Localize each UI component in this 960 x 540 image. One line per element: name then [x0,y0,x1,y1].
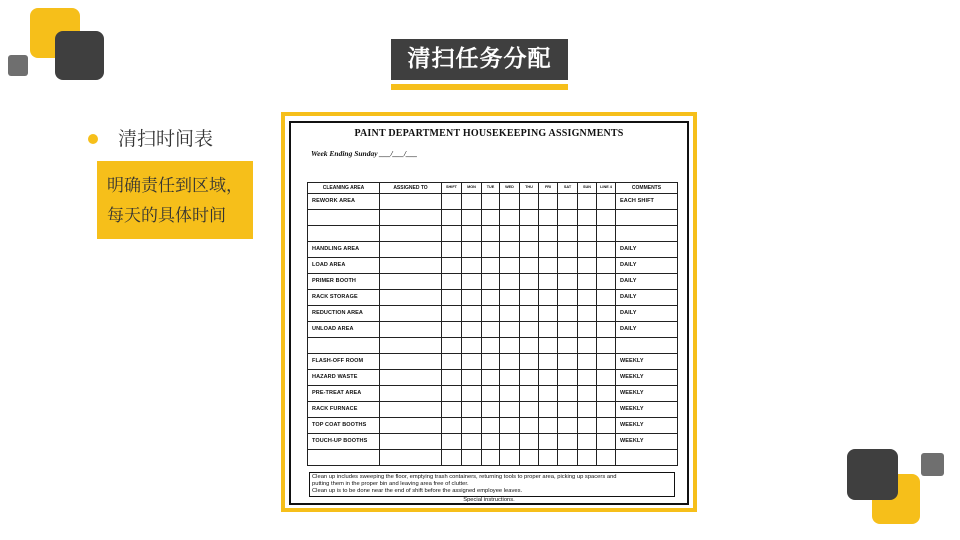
table-row [308,386,678,402]
comments-cell [616,338,678,354]
day-cell [578,306,597,322]
day-cell [597,194,616,210]
day-cell [482,370,500,386]
day-cell [462,194,482,210]
day-cell [597,418,616,434]
table-row [308,242,678,258]
shift-cell [442,386,462,402]
notes-line: Clean up is to be done near the end of shift before the assigned employee leaves. [312,488,523,494]
day-cell [462,450,482,466]
table-row [308,274,678,290]
shift-cell [442,338,462,354]
slide-title: 清扫任务分配 [391,39,568,80]
day-cell [520,370,539,386]
day-cell [558,450,578,466]
assigned-to-cell [380,402,442,418]
shift-cell [442,370,462,386]
day-cell [482,354,500,370]
day-cell [500,210,520,226]
cleaning-area-cell [308,210,380,226]
cleaning-area-cell: REWORK AREA [308,194,380,210]
day-cell [482,402,500,418]
assigned-to-cell [380,386,442,402]
day-cell [462,258,482,274]
comments-cell: DAILY [616,322,678,338]
table-row [308,226,678,242]
assigned-to-cell [380,418,442,434]
day-cell [520,306,539,322]
day-cell [520,450,539,466]
shift-cell [442,402,462,418]
assigned-to-cell [380,258,442,274]
comments-cell [616,210,678,226]
day-cell [462,242,482,258]
column-header: LINE 4 [597,183,616,194]
assigned-to-cell [380,450,442,466]
day-cell [462,370,482,386]
cleaning-area-cell: HAZARD WASTE [308,370,380,386]
day-cell [520,290,539,306]
cleaning-area-cell: HANDLING AREA [308,242,380,258]
day-cell [520,242,539,258]
column-header: CLEANING AREA [308,183,380,194]
corner-decoration-small-square [921,453,944,476]
table-row [308,370,678,386]
day-cell [597,242,616,258]
column-header: TUE [482,183,500,194]
callout-line: 每天的具体时间 [107,206,226,226]
day-cell [462,226,482,242]
day-cell [520,402,539,418]
day-cell [500,402,520,418]
day-cell [578,402,597,418]
shift-cell [442,274,462,290]
notes-line: Clean up includes sweeping the floor, emptying trash containers, returning tools to proper area, picking up spacers and [312,474,617,480]
day-cell [482,306,500,322]
day-cell [597,258,616,274]
table-row [308,338,678,354]
day-cell [578,370,597,386]
day-cell [578,290,597,306]
day-cell [558,258,578,274]
notes-line: putting them in the proper bin and leaving area free of clutter. [312,481,469,487]
day-cell [558,386,578,402]
cleaning-area-cell: FLASH-OFF ROOM [308,354,380,370]
cleaning-area-cell: REDUCTION AREA [308,306,380,322]
day-cell [482,434,500,450]
day-cell [500,242,520,258]
table-row [308,210,678,226]
shift-cell [442,450,462,466]
day-cell [482,418,500,434]
day-cell [482,210,500,226]
day-cell [578,450,597,466]
corner-decoration-dark-square [55,31,104,80]
column-header: FRI [539,183,558,194]
day-cell [539,242,558,258]
comments-cell: WEEKLY [616,370,678,386]
day-cell [462,418,482,434]
day-cell [539,258,558,274]
day-cell [578,274,597,290]
day-cell [520,338,539,354]
day-cell [462,210,482,226]
column-header: SAT [558,183,578,194]
day-cell [597,386,616,402]
day-cell [539,274,558,290]
assigned-to-cell [380,290,442,306]
cleaning-area-cell: UNLOAD AREA [308,322,380,338]
shift-cell [442,306,462,322]
day-cell [558,354,578,370]
table-row [308,402,678,418]
assigned-to-cell [380,338,442,354]
assigned-to-cell [380,434,442,450]
table-row [308,450,678,466]
day-cell [462,354,482,370]
column-header: THU [520,183,539,194]
day-cell [500,434,520,450]
cleanup-notes-box [309,472,675,497]
column-header: MON [462,183,482,194]
day-cell [500,274,520,290]
day-cell [520,226,539,242]
comments-cell: DAILY [616,258,678,274]
day-cell [462,402,482,418]
day-cell [539,338,558,354]
shift-cell [442,242,462,258]
day-cell [500,322,520,338]
shift-cell [442,322,462,338]
assigned-to-cell [380,226,442,242]
column-header: ASSIGNED TO [380,183,442,194]
cleaning-area-cell [308,450,380,466]
day-cell [500,418,520,434]
callout-line: 明确责任到区域， [107,176,243,196]
day-cell [558,434,578,450]
day-cell [482,242,500,258]
day-cell [578,194,597,210]
day-cell [558,338,578,354]
day-cell [539,386,558,402]
comments-cell: DAILY [616,242,678,258]
cleaning-area-cell: RACK FURNACE [308,402,380,418]
day-cell [558,290,578,306]
day-cell [558,274,578,290]
day-cell [500,226,520,242]
assigned-to-cell [380,210,442,226]
day-cell [578,434,597,450]
cleaning-area-cell: LOAD AREA [308,258,380,274]
table-row [308,418,678,434]
day-cell [520,354,539,370]
day-cell [558,242,578,258]
shift-cell [442,258,462,274]
day-cell [558,210,578,226]
day-cell [558,402,578,418]
day-cell [539,210,558,226]
column-header: SUN [578,183,597,194]
day-cell [597,274,616,290]
day-cell [539,434,558,450]
day-cell [462,306,482,322]
column-header: COMMENTS [616,183,678,194]
day-cell [597,370,616,386]
day-cell [539,354,558,370]
day-cell [578,226,597,242]
day-cell [597,322,616,338]
form-title: PAINT DEPARTMENT HOUSEKEEPING ASSIGNMENTS [354,128,624,139]
day-cell [539,306,558,322]
day-cell [482,290,500,306]
day-cell [462,274,482,290]
day-cell [500,370,520,386]
table-body [308,194,678,466]
day-cell [578,386,597,402]
day-cell [500,290,520,306]
cleaning-area-cell: PRIMER BOOTH [308,274,380,290]
comments-cell: WEEKLY [616,418,678,434]
day-cell [520,418,539,434]
cleaning-area-cell [308,226,380,242]
assigned-to-cell [380,322,442,338]
callout-box [97,161,253,239]
table-row [308,322,678,338]
day-cell [482,338,500,354]
day-cell [597,338,616,354]
day-cell [500,194,520,210]
day-cell [500,258,520,274]
day-cell [558,370,578,386]
week-ending-line: Week Ending Sunday ___/___/___ [311,149,418,158]
day-cell [539,194,558,210]
day-cell [558,226,578,242]
comments-cell: EACH SHIFT [616,194,678,210]
comments-cell: WEEKLY [616,354,678,370]
cleaning-area-cell [308,338,380,354]
day-cell [539,370,558,386]
corner-decoration-small-square [8,55,28,76]
column-header: SHIFT [442,183,462,194]
day-cell [539,226,558,242]
day-cell [539,322,558,338]
comments-cell: DAILY [616,306,678,322]
comments-cell: DAILY [616,290,678,306]
day-cell [520,210,539,226]
day-cell [597,226,616,242]
assigned-to-cell [380,194,442,210]
day-cell [482,194,500,210]
day-cell [520,386,539,402]
day-cell [500,450,520,466]
bullet-text: 清扫时间表 [118,128,214,150]
day-cell [558,418,578,434]
day-cell [558,194,578,210]
column-header: WED [500,183,520,194]
shift-cell [442,210,462,226]
day-cell [558,322,578,338]
day-cell [578,210,597,226]
day-cell [462,338,482,354]
day-cell [482,226,500,242]
day-cell [462,290,482,306]
day-cell [482,450,500,466]
table-row [308,194,678,210]
table-row [308,434,678,450]
day-cell [482,274,500,290]
day-cell [482,386,500,402]
day-cell [597,434,616,450]
assigned-to-cell [380,306,442,322]
day-cell [578,418,597,434]
day-cell [539,290,558,306]
day-cell [558,306,578,322]
assignment-table [307,182,678,466]
table-row [308,354,678,370]
day-cell [520,258,539,274]
comments-cell: WEEKLY [616,386,678,402]
day-cell [462,386,482,402]
assigned-to-cell [380,354,442,370]
title-underline [391,84,568,90]
day-cell [578,242,597,258]
day-cell [578,258,597,274]
table-row [308,258,678,274]
assigned-to-cell [380,274,442,290]
day-cell [520,274,539,290]
assigned-to-cell [380,242,442,258]
bullet-dot-icon [88,134,98,144]
day-cell [520,194,539,210]
day-cell [462,434,482,450]
shift-cell [442,354,462,370]
housekeeping-form-image [281,112,697,512]
day-cell [482,258,500,274]
comments-cell: WEEKLY [616,434,678,450]
special-instructions-label: Special instructions. [463,497,515,503]
day-cell [597,402,616,418]
shift-cell [442,226,462,242]
day-cell [597,306,616,322]
day-cell [578,354,597,370]
day-cell [597,450,616,466]
corner-decoration-dark-square [847,449,898,500]
day-cell [520,322,539,338]
cleaning-area-cell: TOP COAT BOOTHS [308,418,380,434]
day-cell [462,322,482,338]
day-cell [500,338,520,354]
day-cell [539,402,558,418]
day-cell [597,290,616,306]
shift-cell [442,418,462,434]
comments-cell [616,450,678,466]
comments-cell: WEEKLY [616,402,678,418]
day-cell [597,354,616,370]
cleaning-area-cell: TOUCH-UP BOOTHS [308,434,380,450]
comments-cell [616,226,678,242]
shift-cell [442,194,462,210]
day-cell [539,418,558,434]
shift-cell [442,290,462,306]
day-cell [482,322,500,338]
table-row [308,306,678,322]
cleaning-area-cell: RACK STORAGE [308,290,380,306]
day-cell [539,450,558,466]
comments-cell: DAILY [616,274,678,290]
day-cell [500,354,520,370]
shift-cell [442,434,462,450]
day-cell [500,386,520,402]
day-cell [597,210,616,226]
table-header-row [308,183,678,194]
table-head [308,183,678,194]
day-cell [520,434,539,450]
day-cell [578,322,597,338]
table-row [308,290,678,306]
day-cell [578,338,597,354]
cleaning-area-cell: PRE-TREAT AREA [308,386,380,402]
day-cell [500,306,520,322]
assigned-to-cell [380,370,442,386]
